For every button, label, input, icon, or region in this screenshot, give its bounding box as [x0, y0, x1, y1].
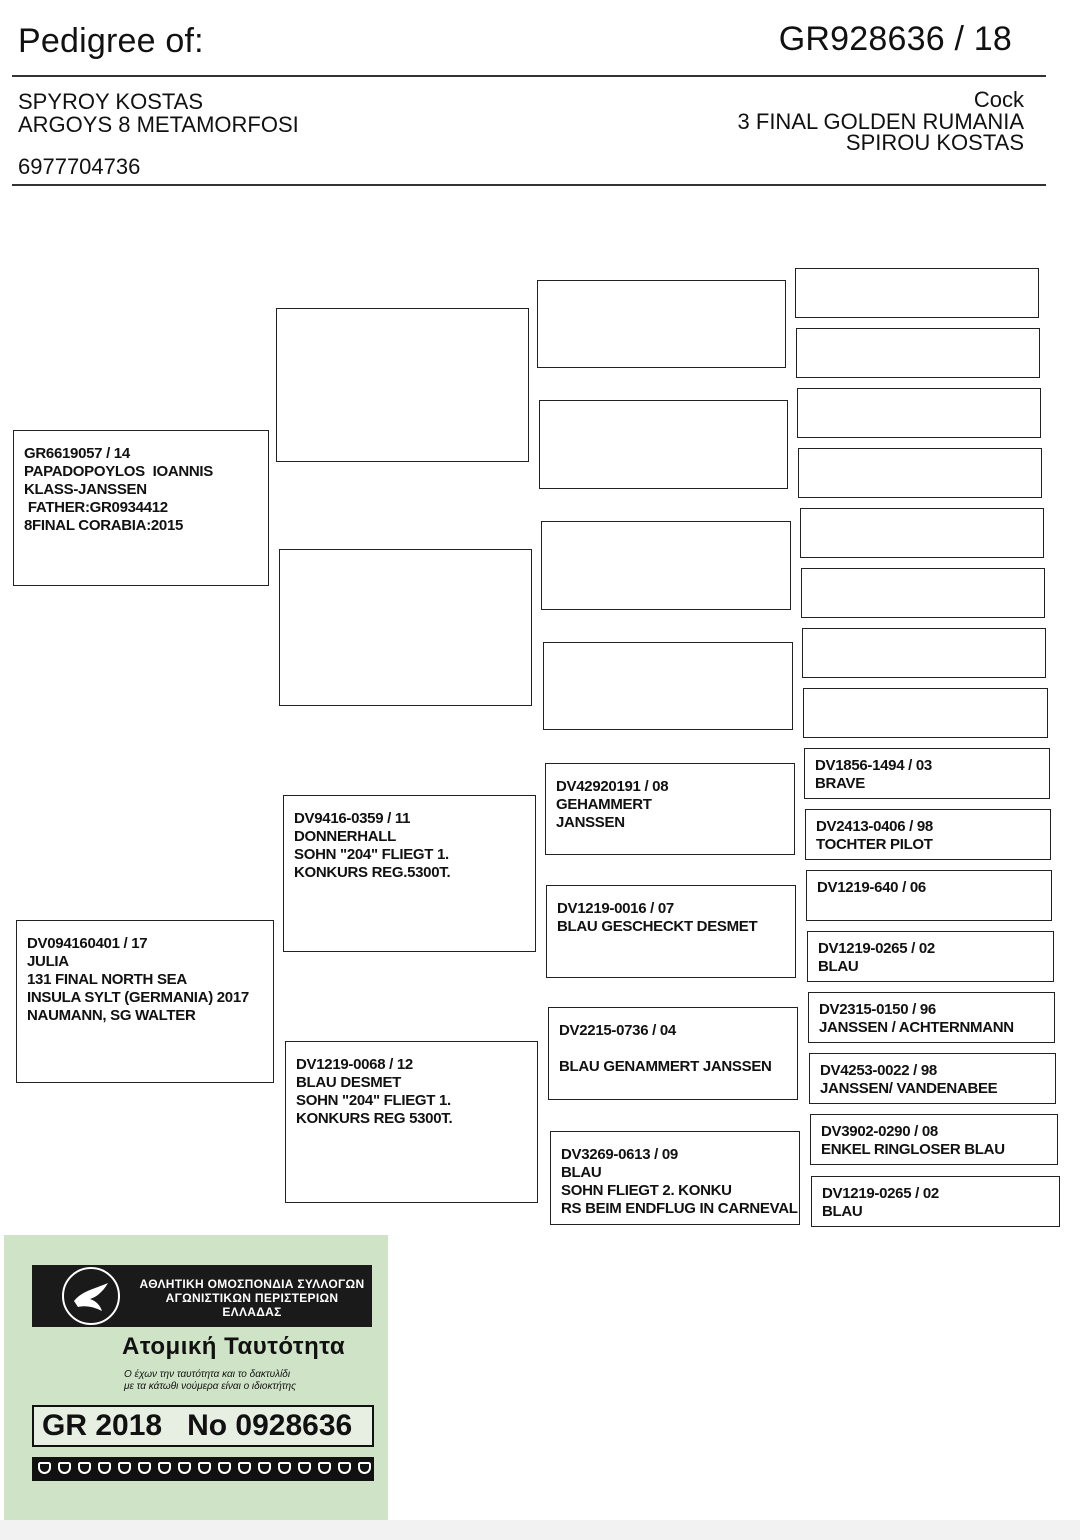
id-card-pattern-strip: [32, 1457, 374, 1481]
gen4-text-14: [820, 1062, 1051, 1098]
pedigree-line: DV1219-0016 / 07: [557, 900, 674, 917]
pedigree-line: DV1856-1494 / 03: [815, 757, 932, 774]
pedigree-line: RS BEIM ENDFLUG IN CARNEVAL: [561, 1200, 798, 1217]
gen3-box-5: [545, 763, 795, 855]
pedigree-line: INSULA SYLT (GERMANIA) 2017: [27, 989, 249, 1006]
strip-pattern-icon: [238, 1462, 251, 1474]
gen3-box-3: [541, 521, 791, 610]
strip-pattern-icon: [318, 1462, 331, 1474]
sire-box: [13, 430, 269, 586]
header-divider-bottom: [12, 184, 1046, 186]
strip-pattern-icon: [98, 1462, 111, 1474]
strip-pattern-icon: [198, 1462, 211, 1474]
pedigree-line: DV1219-0265 / 02: [818, 940, 935, 957]
gen4-box-15: [810, 1114, 1058, 1165]
pedigree-line: SOHN FLIEGT 2. KONKU: [561, 1182, 732, 1199]
gen4-box-4: [798, 448, 1042, 498]
gen4-box-16: [811, 1176, 1060, 1227]
strip-pattern-icon: [58, 1462, 71, 1474]
pedigree-line: KONKURS REG.5300T.: [294, 864, 451, 881]
strip-pattern-icon: [178, 1462, 191, 1474]
owner-address: ARGOYS 8 METAMORFOSI: [18, 112, 299, 137]
page-bottom-band: [0, 1520, 1080, 1540]
gen4-box-12: [807, 931, 1054, 982]
pedigree-line: DONNERHALL: [294, 828, 396, 845]
gen4-text-16: [822, 1185, 1055, 1221]
gen4-text-10: [816, 818, 1046, 854]
gen3-text-6: [557, 900, 791, 936]
pigeon-logo-icon: [62, 1267, 120, 1325]
gen3-box-2: [539, 400, 788, 489]
id-card-org-line2: ΑΓΩΝΙΣΤΙΚΩΝ ΠΕΡΙΣΤΕΡΙΩΝ ΕΛΛΑΔΑΣ: [165, 1291, 339, 1319]
gen4-box-11: [806, 870, 1052, 921]
id-card-note-line2: με τα κάτωθι νούμερα είναι ο ιδιοκτήτης: [124, 1381, 296, 1392]
pedigree-line: BLAU: [561, 1164, 602, 1181]
strip-pattern-icon: [158, 1462, 171, 1474]
pedigree-line: BLAU GESCHECKT DESMET: [557, 918, 758, 935]
breeder-name: SPIROU KOSTAS: [845, 130, 1024, 155]
pedigree-line: PAPADOPOYLOS IOANNIS: [24, 463, 214, 480]
pedigree-line: JANSSEN/ VANDENABEE: [820, 1080, 998, 1097]
pigeon-achievement: 3 FINAL GOLDEN RUMANIA: [737, 109, 1024, 134]
gen4-box-14: [809, 1053, 1056, 1104]
header-divider-top: [12, 75, 1046, 77]
strip-pattern-icon: [278, 1462, 291, 1474]
owner-name: SPYROY KOSTAS: [18, 89, 204, 114]
strip-pattern-icon: [78, 1462, 91, 1474]
pedigree-line: DV3269-0613 / 09: [561, 1146, 678, 1163]
pedigree-line: DV1219-640 / 06: [817, 879, 926, 896]
pedigree-line: DV3902-0290 / 08: [821, 1123, 938, 1140]
gen4-text-15: [821, 1123, 1053, 1159]
gen4-box-3: [797, 388, 1041, 438]
pedigree-line: DV1219-0068 / 12: [296, 1056, 413, 1073]
gen2-box-3: [283, 795, 536, 952]
pedigree-line: DV9416-0359 / 11: [294, 810, 411, 827]
gen4-box-10: [805, 809, 1051, 860]
pedigree-line: 131 FINAL NORTH SEA: [27, 971, 187, 988]
gen4-box-2: [796, 328, 1040, 378]
pedigree-line: BRAVE: [815, 775, 865, 792]
gen2-text-3: [294, 810, 531, 882]
gen4-text-11: [817, 879, 1047, 897]
id-card-org-line1: ΑΘΛΗΤΙΚΗ ΟΜΟΣΠΟΝΔΙΑ ΣΥΛΛΟΓΩΝ: [139, 1277, 365, 1291]
gen4-box-6: [801, 568, 1045, 618]
pedigree-line: NAUMANN, SG WALTER: [27, 1007, 196, 1024]
sire-text: [24, 445, 264, 535]
gen3-text-7: [559, 1022, 793, 1076]
gen3-box-1: [537, 280, 786, 368]
pedigree-line: 8FINAL CORABIA:2015: [24, 517, 184, 534]
pedigree-line: FATHER:GR0934412: [24, 499, 168, 516]
gen2-box-1: [276, 308, 529, 462]
pedigree-line: DV2215-0736 / 04: [559, 1022, 676, 1039]
gen4-box-9: [804, 748, 1050, 799]
pedigree-line: JANSSEN / ACHTERNMANN: [819, 1019, 1014, 1036]
owner-phone: 6977704736: [18, 154, 141, 179]
gen3-text-5: [556, 778, 790, 832]
page-title: Pedigree of:: [18, 22, 204, 60]
pedigree-line: KONKURS REG 5300T.: [296, 1110, 453, 1127]
pedigree-line: JANSSEN: [556, 814, 625, 831]
gen4-box-8: [803, 688, 1048, 738]
pedigree-line: DV094160401 / 17: [27, 935, 148, 952]
pedigree-line: BLAU: [822, 1203, 863, 1220]
pedigree-line: DV2315-0150 / 96: [819, 1001, 936, 1018]
id-card-title: Ατομική Ταυτότητα: [122, 1333, 346, 1360]
pigeon-sex: Cock: [973, 87, 1024, 112]
gen3-box-6: [546, 885, 796, 978]
dam-text: [27, 935, 269, 1025]
strip-pattern-icon: [298, 1462, 311, 1474]
pedigree-line: DV4253-0022 / 98: [820, 1062, 937, 1079]
id-card-banner: [32, 1265, 372, 1327]
pedigree-line: ENKEL RINGLOSER BLAU: [821, 1141, 1005, 1158]
pedigree-line: DV1219-0265 / 02: [822, 1185, 939, 1202]
pedigree-line: JULIA: [27, 953, 69, 970]
gen4-box-7: [802, 628, 1046, 678]
pedigree-line: DV42920191 / 08: [556, 778, 669, 795]
gen4-box-5: [800, 508, 1044, 558]
gen3-text-8: [561, 1146, 798, 1218]
gen2-text-4: [296, 1056, 533, 1128]
gen2-box-2: [279, 549, 532, 706]
strip-pattern-icon: [358, 1462, 371, 1474]
pedigree-line: [559, 1040, 793, 1058]
strip-pattern-icon: [258, 1462, 271, 1474]
dam-box: [16, 920, 274, 1083]
pedigree-line: BLAU DESMET: [296, 1074, 402, 1091]
pedigree-line: KLASS-JANSSEN: [24, 481, 147, 498]
strip-pattern-icon: [118, 1462, 131, 1474]
pedigree-line: BLAU: [818, 958, 859, 975]
ring-number: GR928636 / 18: [778, 20, 1012, 58]
gen3-box-7: [548, 1007, 798, 1100]
strip-pattern-icon: [338, 1462, 351, 1474]
strip-pattern-icon: [38, 1462, 51, 1474]
pedigree-line: BLAU GENAMMERT JANSSEN: [559, 1058, 772, 1075]
pedigree-line: GR6619057 / 14: [24, 445, 130, 462]
pedigree-line: DV2413-0406 / 98: [816, 818, 933, 835]
strip-pattern-icon: [218, 1462, 231, 1474]
pedigree-line: SOHN "204" FLIEGT 1.: [296, 1092, 451, 1109]
gen4-box-1: [795, 268, 1039, 318]
id-card-number: GR 2018 No 0928636: [32, 1405, 374, 1447]
pedigree-line: GEHAMMERT: [556, 796, 652, 813]
gen4-text-13: [819, 1001, 1050, 1037]
strip-pattern-icon: [138, 1462, 151, 1474]
gen4-text-9: [815, 757, 1045, 793]
id-card: [4, 1235, 388, 1520]
pedigree-line: SOHN "204" FLIEGT 1.: [294, 846, 449, 863]
gen4-box-13: [808, 992, 1055, 1043]
gen2-box-4: [285, 1041, 538, 1203]
gen3-box-8: [550, 1131, 800, 1225]
gen4-text-12: [818, 940, 1049, 976]
gen3-box-4: [543, 642, 793, 730]
pedigree-line: TOCHTER PILOT: [816, 836, 933, 853]
id-card-note-line1: Ο έχων την ταυτότητα και το δακτυλίδι: [124, 1369, 291, 1380]
